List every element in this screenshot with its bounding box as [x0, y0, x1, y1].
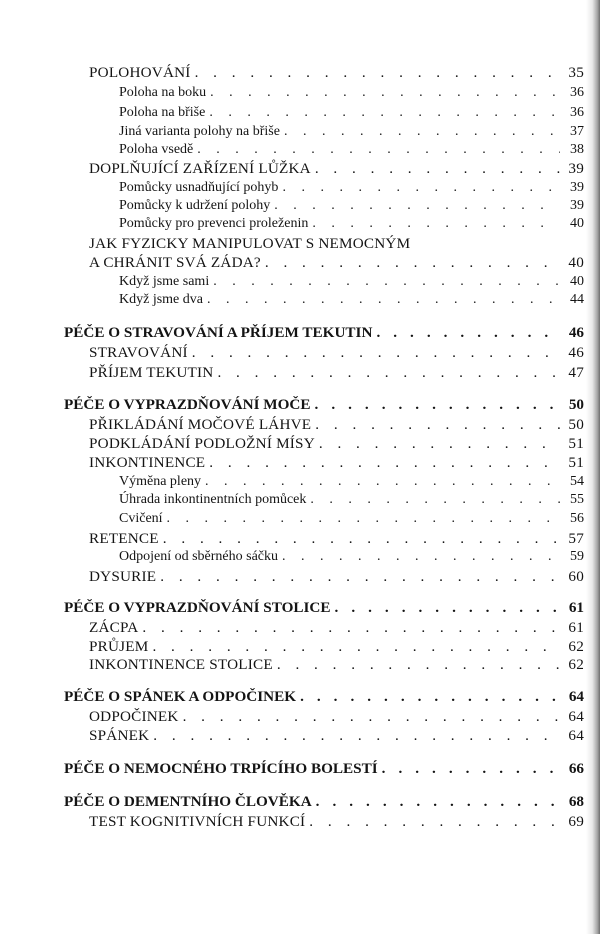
toc-entry-title: Úhrada inkontinentních pomůcek: [119, 492, 307, 507]
toc-leader-dots: [151, 727, 560, 745]
toc-entry-title: INKONTINENCE STOLICE: [89, 656, 273, 673]
toc-leader-dots: [161, 530, 560, 548]
toc-leader-dots: [272, 198, 560, 214]
toc-leader-dots: [298, 688, 560, 706]
toc-entry-title: Poloha vsedě: [119, 142, 194, 157]
page-spine-shadow: [586, 0, 600, 934]
toc-leader-dots: [140, 619, 560, 637]
toc-entry-title: Odpojení od sběrného sáčku: [119, 549, 279, 564]
toc-leader-dots: [150, 638, 560, 656]
toc-entry-title: Jiná varianta polohy na břiše: [119, 124, 280, 139]
toc-chapter-title: PÉČE O VYPRAZDŇOVÁNÍ STOLICE: [64, 599, 331, 616]
toc-entry-title: PRŮJEM: [89, 638, 149, 655]
toc-chapter[interactable]: [64, 324, 584, 342]
toc-leader-dots: [280, 180, 560, 196]
toc-chapter[interactable]: [64, 688, 584, 706]
toc-entry-page: 39: [570, 180, 584, 195]
toc-entry-page: 51: [568, 435, 584, 452]
toc-chapter[interactable]: [64, 793, 584, 811]
toc-entry-title: Když jsme sami: [119, 274, 210, 289]
toc-subentry[interactable]: [119, 216, 584, 232]
toc-leader-dots: [208, 85, 560, 101]
toc-leader-dots: [207, 105, 560, 121]
toc-subentry[interactable]: [119, 124, 584, 140]
toc-entry-title: A CHRÁNIT SVÁ ZÁDA?: [89, 254, 261, 271]
toc-leader-dots: [205, 292, 560, 308]
toc-entry-page: 59: [570, 549, 584, 564]
toc-entry-page: 55: [570, 492, 584, 507]
toc-chapter[interactable]: [64, 396, 584, 414]
toc-entry-title: Poloha na břiše: [119, 105, 206, 120]
toc-entry-title: Pomůcky usnadňující pohyb: [119, 180, 279, 195]
toc-entry-title: POLOHOVÁNÍ: [89, 64, 191, 81]
toc-entry-title: PŘÍJEM TEKUTIN: [89, 364, 214, 381]
toc-chapter-title: PÉČE O SPÁNEK A ODPOČINEK: [64, 688, 297, 705]
toc-entry[interactable]: [89, 364, 584, 382]
toc-leader-dots: [374, 324, 560, 342]
toc-entry-page: 39: [570, 198, 584, 213]
toc-subentry[interactable]: [119, 474, 584, 490]
toc-entry[interactable]: [89, 568, 584, 586]
toc-entry[interactable]: [89, 344, 584, 362]
toc-entry-page: 40: [570, 274, 584, 289]
toc-entry-page: 36: [570, 85, 584, 100]
toc-chapter-title: PÉČE O VYPRAZDŇOVÁNÍ MOČE: [64, 396, 311, 413]
toc-entry-title: PŘIKLÁDÁNÍ MOČOVÉ LÁHVE: [89, 416, 312, 433]
toc-subentry[interactable]: [119, 105, 584, 121]
toc-entry-title: ODPOČINEK: [89, 708, 179, 725]
toc-subentry[interactable]: [119, 198, 584, 214]
toc-leader-dots: [211, 274, 560, 290]
toc-entry-title: SPÁNEK: [89, 727, 150, 744]
toc-leader-dots: [380, 760, 560, 778]
toc-entry[interactable]: [89, 708, 584, 726]
toc-entry-page: 64: [568, 727, 584, 744]
toc-entry-page: 36: [570, 105, 584, 120]
toc-entry[interactable]: [89, 416, 584, 434]
toc-entry-title: Poloha na boku: [119, 85, 207, 100]
toc-entry-page: 44: [570, 292, 584, 307]
toc-entry-title: DYSURIE: [89, 568, 157, 585]
toc-leader-dots: [280, 549, 560, 565]
toc-subentry[interactable]: [119, 85, 584, 101]
toc-chapter[interactable]: [64, 760, 584, 778]
toc-entry-title: RETENCE: [89, 530, 159, 547]
toc-entry[interactable]: [89, 454, 584, 472]
toc-leader-dots: [181, 708, 560, 726]
toc-leader-dots: [203, 474, 560, 490]
toc-entry-title: TEST KOGNITIVNÍCH FUNKCÍ: [89, 813, 306, 830]
toc-leader-dots: [313, 396, 560, 414]
toc-entry-title: PODKLÁDÁNÍ PODLOŽNÍ MÍSY: [89, 435, 315, 452]
toc-chapter-title: PÉČE O DEMENTNÍHO ČLOVĚKA: [64, 793, 312, 810]
toc-leader-dots: [165, 511, 560, 527]
toc-subentry[interactable]: [119, 511, 584, 527]
toc-entry[interactable]: [89, 530, 584, 548]
toc-subentry[interactable]: [119, 492, 584, 508]
toc-chapter-page: 64: [568, 688, 584, 705]
toc-entry-title: Když jsme dva: [119, 292, 203, 307]
toc-entry-page: 61: [568, 619, 584, 636]
toc-chapter-title: PÉČE O STRAVOVÁNÍ A PŘÍJEM TEKUTIN: [64, 324, 373, 341]
toc-entry-page: 35: [568, 64, 584, 81]
toc-chapter-page: 68: [568, 793, 584, 810]
toc-entry[interactable]: [89, 656, 584, 674]
toc-entry-page: 51: [568, 454, 584, 471]
toc-entry-title: Pomůcky k udržení polohy: [119, 198, 271, 213]
toc-leader-dots: [215, 364, 560, 382]
toc-entry-title: ZÁCPA: [89, 619, 139, 636]
toc-entry-page: 40: [568, 254, 584, 271]
toc-chapter-title: PÉČE O NEMOCNÉHO TRPÍCÍHO BOLESTÍ: [64, 760, 378, 777]
toc-entry-title: INKONTINENCE: [89, 454, 206, 471]
toc-leader-dots: [317, 435, 560, 453]
toc-entry[interactable]: [89, 64, 584, 82]
toc-entry[interactable]: [89, 160, 584, 178]
toc-chapter-page: 50: [568, 396, 584, 413]
toc-leader-dots: [207, 454, 560, 472]
toc-leader-dots: [263, 254, 560, 272]
toc-chapter[interactable]: [64, 599, 584, 617]
toc-leader-dots: [282, 124, 560, 140]
toc-entry[interactable]: [89, 619, 584, 637]
toc-chapter-page: 66: [568, 760, 584, 777]
toc-leader-dots: [158, 568, 560, 586]
toc-leader-dots: [307, 813, 560, 831]
toc-leader-dots: [314, 793, 560, 811]
toc-entry-page: 50: [568, 416, 584, 433]
toc-entry[interactable]: [89, 638, 584, 656]
toc-entry-page: 38: [570, 142, 584, 157]
toc-chapter-page: 61: [568, 599, 584, 616]
toc-subentry[interactable]: [119, 142, 584, 158]
toc-leader-dots: [275, 656, 560, 674]
toc-leader-dots: [190, 344, 560, 362]
toc-leader-dots: [310, 216, 560, 232]
toc-entry-page: 40: [570, 216, 584, 231]
toc-entry-page: 64: [568, 708, 584, 725]
toc-entry-page: 37: [570, 124, 584, 139]
toc-entry[interactable]: [89, 813, 584, 831]
toc-subentry[interactable]: [119, 180, 584, 196]
toc-leader-dots: [308, 492, 560, 508]
toc-leader-dots: [193, 64, 560, 82]
toc-entry[interactable]: [89, 435, 584, 453]
toc-subentry[interactable]: [119, 292, 584, 308]
toc-subentry[interactable]: [119, 549, 584, 565]
toc-entry-page: 69: [568, 813, 584, 830]
toc-leader-dots: [333, 599, 560, 617]
toc-entry-title: Cvičení: [119, 511, 163, 526]
toc-entry-title: Pomůcky pro prevenci proleženin: [119, 216, 309, 231]
toc-leader-dots: [313, 416, 560, 434]
toc-entry-title: STRAVOVÁNÍ: [89, 344, 188, 361]
toc-entry[interactable]: [89, 254, 584, 272]
toc-chapter-page: 46: [568, 324, 584, 341]
toc-entry-page: 62: [568, 638, 584, 655]
toc-entry-page: 56: [570, 511, 584, 526]
toc-entry[interactable]: [89, 727, 584, 745]
toc-subentry[interactable]: [119, 274, 584, 290]
toc-entry-title: Výměna pleny: [119, 474, 202, 489]
toc-entry-page: 62: [568, 656, 584, 673]
toc-entry-page: 60: [568, 568, 584, 585]
toc-entry-title-line1: JAK FYZICKY MANIPULOVAT S NEMOCNÝM: [89, 235, 411, 252]
toc-entry-page: 57: [568, 530, 584, 547]
toc-leader-dots: [195, 142, 560, 158]
toc-entry-page: 47: [568, 364, 584, 381]
toc-entry-page: 39: [568, 160, 584, 177]
toc-entry-title: DOPLŇUJÍCÍ ZAŘÍZENÍ LŮŽKA: [89, 160, 311, 177]
toc-entry-page: 54: [570, 474, 584, 489]
toc-entry-page: 46: [568, 344, 584, 361]
toc-leader-dots: [313, 160, 560, 178]
